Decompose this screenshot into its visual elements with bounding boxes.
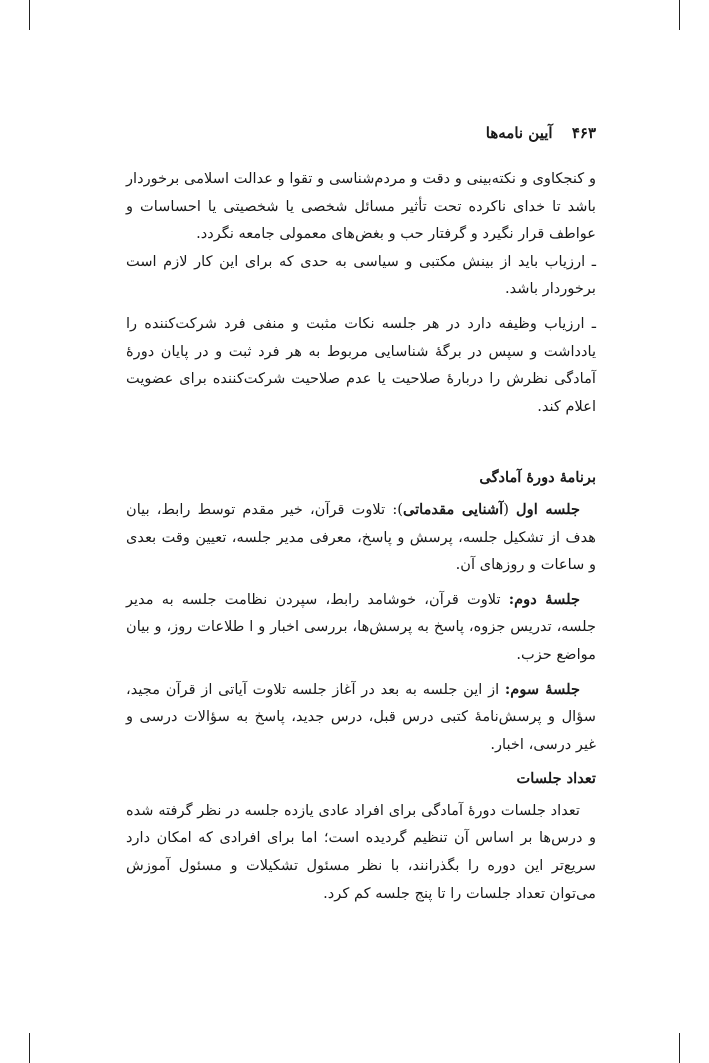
crop-mark-bottom-left xyxy=(29,1033,30,1063)
paragraph-session-count: تعداد جلسات دورهٔ آمادگی برای افراد عادی یازده جلسه در نظر گرفته شده و درس‌ها بر اساس آن تنظیم گردیده است؛ اما برای افرادی که امکان دارد سریع‌تر این دوره را بگذرانند، با نظر مسئول تشکیلات و مسئول آموزش می‌توان تعداد جلسات را تا پنج جلسه کم کرد. xyxy=(126,801,596,902)
session-one-text: ): تلاوت قرآن، خیر مقدم توسط رابط، بیان هدف از تشکیل جلسه، پرسش و پاسخ، معرفی مدیر جلسه، تعیین وقت بعدی و ساعات و روزهای آن. xyxy=(126,500,596,574)
paragraph-evaluator-duty: ـ ارزیاب وظیفه دارد در هر جلسه نکات مثبت و منفی فرد شرکت‌کننده را یادداشت و سپس در برگهٔ شناسایی مربوط به هر فرد ثبت و در پایان دورهٔ آمادگی نظرش را دربارهٔ صلاحیت یا عدم صلاحیت شرکت‌کننده برای عضویت اعلام کند. xyxy=(126,314,596,415)
paragraph-evaluator-qualities: و کنجکاوی و نکته‌بینی و دقت و مردم‌شناسی و تقوا و عدالت اسلامی برخوردار باشد تا خدای ناکرده تحت تأثیر مسائل شخصی یا شخصیتی یا احساسات و عواطف قرار نگیرد و گرفتار حب و بغض‌های معمولی جامعه نگردد. xyxy=(126,170,596,243)
session-three-text: از این جلسه به بعد در آغاز جلسه تلاوت آیاتی از قرآن مجید، سؤال و پرسش‌نامهٔ کتبی درس قبل، درس جدید، پاسخ به سؤالات درسی و غیر درسی، اخبار. xyxy=(126,680,596,753)
session-two-text: تلاوت قرآن، خوشامد رابط، سپردن نظامت جلسه به مدیر جلسه، تدریس جزوه، پاسخ به پرسش‌ها، بررسی اخبار و ا طلاعات روز، و بیان مواضع حزب. xyxy=(126,590,596,663)
crop-mark-bottom-right xyxy=(679,1033,680,1063)
page-body xyxy=(126,165,596,914)
session-three-label: جلسهٔ سوم: xyxy=(504,680,580,698)
section-title-program: برنامهٔ دورهٔ آمادگی xyxy=(479,469,596,487)
page-header xyxy=(126,121,596,145)
session-one-label: جلسه اول xyxy=(516,500,581,518)
section-title-sessions: تعداد جلسات xyxy=(516,770,596,788)
running-title: آیین نامه‌ها xyxy=(485,124,553,142)
page-number: ۴۶۳ xyxy=(571,124,596,142)
crop-mark-top-left xyxy=(29,0,30,30)
crop-mark-top-right xyxy=(679,0,680,30)
session-two xyxy=(126,586,596,669)
session-one xyxy=(126,496,596,579)
paragraph-evaluator-insight: ـ ارزیاب باید از بینش مکتبی و سیاسی به حدی که برای این کار لازم است برخوردار باشد. xyxy=(126,252,596,298)
session-one-topic: آشنایی مقدماتی xyxy=(402,500,504,518)
session-one-open: ( xyxy=(503,500,517,518)
session-two-label: جلسهٔ دوم: xyxy=(508,590,580,608)
session-three xyxy=(126,676,596,759)
